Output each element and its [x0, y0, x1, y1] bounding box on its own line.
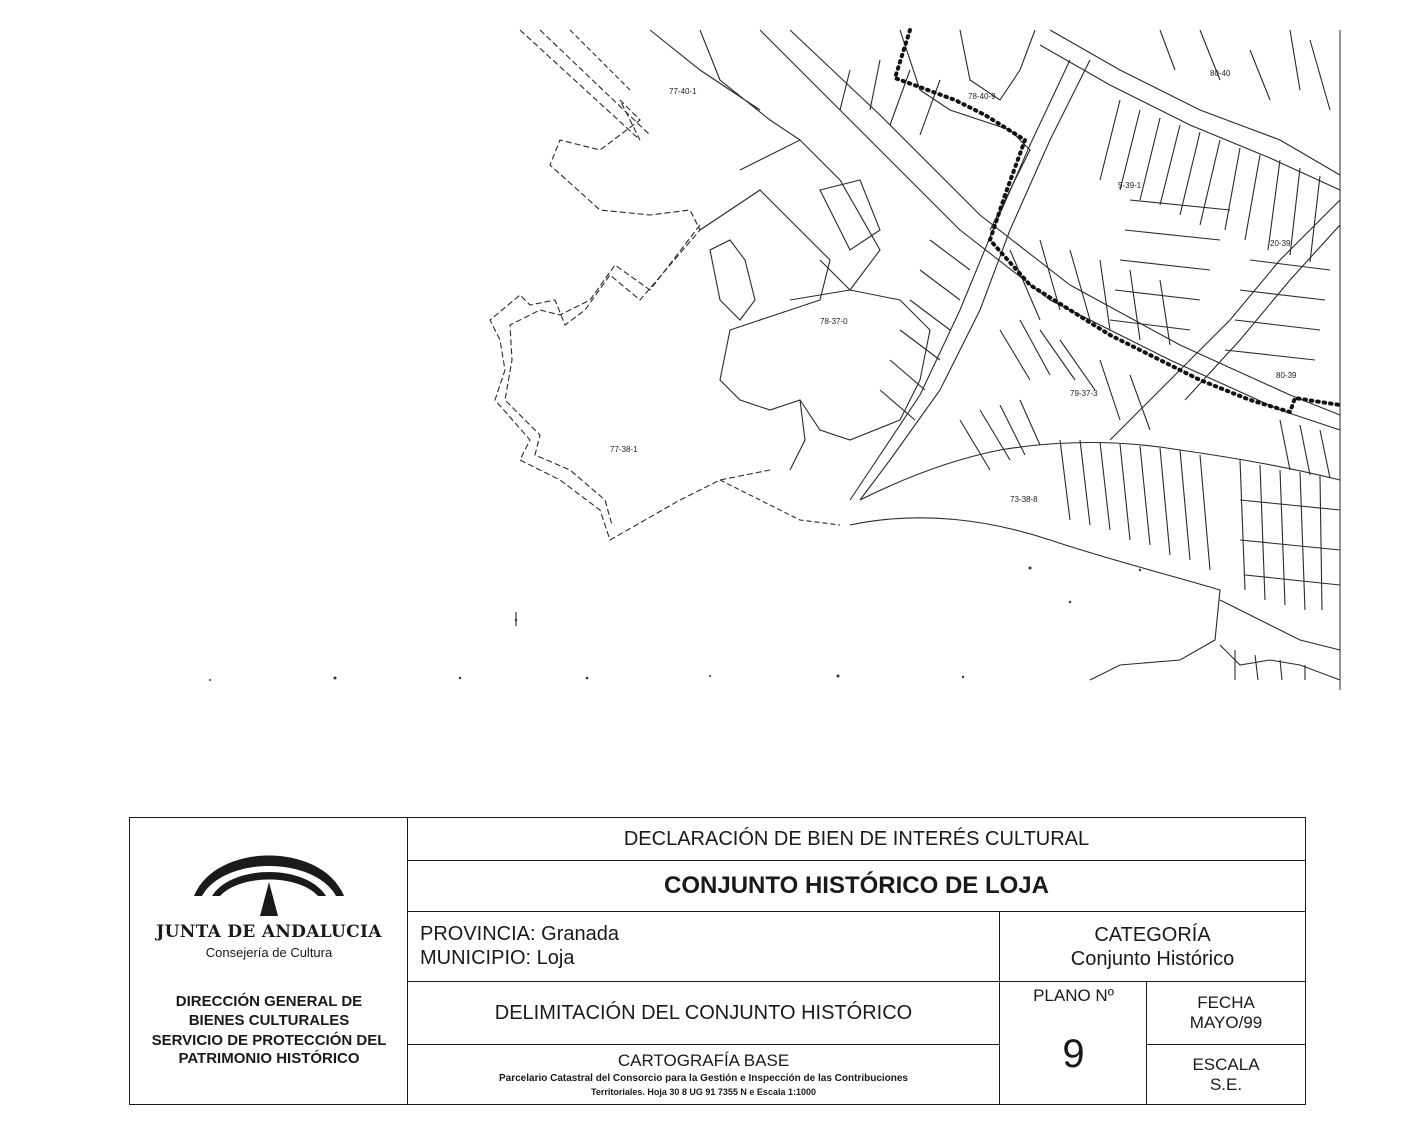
- plano-number: 9: [1062, 1032, 1085, 1076]
- provincia-label: PROVINCIA: Granada: [420, 923, 619, 945]
- direccion-line: DIRECCIÓN GENERAL DE: [175, 993, 363, 1010]
- block: [710, 240, 755, 320]
- cartografia-cell: [408, 1045, 1000, 1104]
- junta-name: JUNTA DE ANDALUCIA: [156, 922, 382, 942]
- escala-cell: [1147, 1045, 1305, 1104]
- parcel-label: 80-40: [1210, 69, 1231, 78]
- categoria-label: CATEGORÍA: [1094, 923, 1211, 946]
- main-street-edge: [790, 30, 1340, 415]
- consejeria-label: Consejería de Cultura: [205, 945, 333, 960]
- municipio-label: MUNICIPIO: Loja: [420, 947, 575, 969]
- declaracion-text: DECLARACIÓN DE BIEN DE INTERÉS CULTURAL: [623, 827, 1090, 850]
- title-block: [129, 817, 1306, 1105]
- parcel-lines: [1225, 260, 1330, 360]
- servicio-line: PATRIMONIO HISTÓRICO: [178, 1050, 360, 1067]
- delimitation-boundary: [895, 30, 1340, 412]
- block: [960, 30, 1035, 100]
- escala-label: ESCALA: [1192, 1054, 1260, 1074]
- parcel-lines: [1110, 200, 1230, 330]
- plano-cell: [1000, 982, 1147, 1104]
- junta-andalucia-logo-icon: [186, 834, 352, 918]
- cross-street: [1110, 200, 1340, 440]
- location-cell: [408, 912, 1000, 982]
- cartografia-title: CARTOGRAFÍA BASE: [617, 1050, 790, 1070]
- parcel-lines: [840, 60, 940, 135]
- cross-street-edge: [1185, 225, 1340, 400]
- plaza-outline: [490, 30, 770, 540]
- main-street: [760, 30, 1340, 430]
- south-street: [860, 443, 1340, 501]
- parcel-label: 80-39: [1276, 371, 1297, 380]
- parcel-label: 78-40-9: [968, 92, 996, 101]
- cartografia-source: Parcelario Catastral del Consorcio para la Gestión e Inspección de las Contribuciones: [498, 1072, 908, 1084]
- logo-cell: [130, 818, 408, 1104]
- direccion-line: BIENES CULTURALES: [188, 1012, 350, 1029]
- parcel-label: 20-39: [1270, 239, 1291, 248]
- conjunto-title: [408, 861, 1305, 912]
- parcel-lines: [1280, 420, 1330, 478]
- block: [740, 140, 880, 290]
- servicio-line: SERVICIO DE PROTECCIÓN DEL: [151, 1032, 387, 1049]
- south-edge: [850, 518, 1220, 680]
- delimitacion-cell: [408, 982, 1000, 1045]
- parcel-label: 78-37-0: [820, 317, 848, 326]
- parcel-lines: [1000, 320, 1150, 430]
- parcel-lines: [1160, 30, 1330, 110]
- block: [790, 290, 930, 440]
- escala-value: S.E.: [1209, 1074, 1243, 1094]
- plaza-outline-inner: [505, 30, 700, 525]
- parcel-label: 77-40-1: [669, 87, 697, 96]
- fecha-value: MAYO/99: [1189, 1013, 1263, 1032]
- direccion-general: [130, 992, 408, 1030]
- delimitacion-text: DELIMITACIÓN DEL CONJUNTO HISTÓRICO: [494, 1001, 913, 1024]
- servicio-proteccion: [130, 1032, 408, 1068]
- conjunto-text: CONJUNTO HISTÓRICO DE LOJA: [664, 872, 1049, 899]
- upper-street-edge: [1040, 45, 1340, 190]
- block: [700, 190, 830, 470]
- declaracion-heading: [408, 818, 1305, 861]
- parcel-lines: [1010, 240, 1170, 345]
- categoria-value: Conjunto Histórico: [1070, 947, 1235, 970]
- block: [820, 180, 880, 250]
- diagonal-street-2-edge: [850, 60, 1070, 500]
- south-parcels: [1220, 645, 1340, 680]
- fecha-cell: [1147, 982, 1305, 1045]
- parcel-label: 5-39-1: [1118, 181, 1142, 190]
- parcel-lines: [960, 400, 1040, 470]
- cartografia-sheet: Territoriales. Hoja 30 8 UG 91 7355 N e Escala 1:1000: [591, 1086, 816, 1097]
- fecha-label: FECHA: [1197, 993, 1255, 1012]
- parcel-label: 79-37-3: [1070, 389, 1098, 398]
- parcel-lines: [880, 240, 970, 420]
- plano-label: PLANO Nº: [1033, 986, 1114, 1005]
- parcel-label: 73-38-8: [1010, 495, 1038, 504]
- parcel-label: 77-38-1: [610, 445, 638, 454]
- parcel-lines: [1240, 460, 1322, 610]
- categoria-cell: [1000, 912, 1305, 982]
- block: [650, 30, 800, 140]
- parcel-lines: [1240, 500, 1340, 585]
